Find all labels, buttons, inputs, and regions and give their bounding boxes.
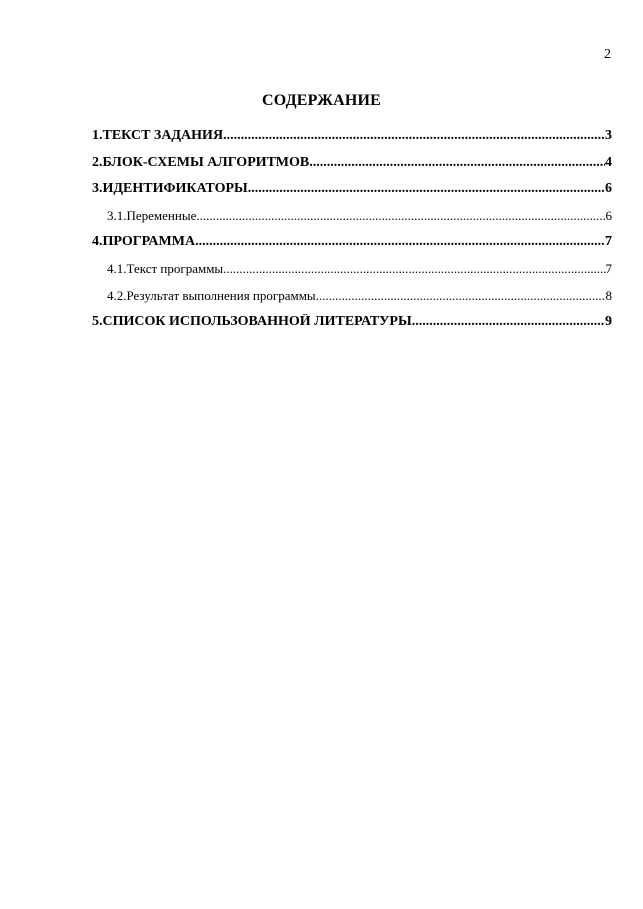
toc-entry-label: 4.1.Текст программы — [107, 260, 224, 276]
toc-entry-page: 7 — [605, 234, 612, 250]
toc-entry-page: 6 — [605, 207, 612, 223]
toc-entry-label: 3.1.Переменные — [107, 207, 197, 223]
toc-entry-program-result[interactable] — [92, 288, 612, 315]
toc-dot-leader — [223, 261, 605, 277]
toc-entry-page: 9 — [605, 314, 612, 330]
toc-entry-variables[interactable] — [92, 208, 612, 235]
toc-entry-program[interactable] — [92, 234, 612, 261]
toc-dot-leader — [248, 181, 605, 197]
toc-entry-label: 3.ИДЕНТИФИКАТОРЫ — [92, 181, 248, 197]
toc-entry-task-text[interactable] — [92, 128, 612, 155]
toc-dot-leader — [223, 128, 605, 144]
toc-entry-identifiers[interactable] — [92, 181, 612, 208]
toc-entry-references[interactable] — [92, 314, 612, 341]
toc-entry-page: 6 — [605, 181, 612, 197]
toc-entry-label: 2.БЛОК-СХЕМЫ АЛГОРИТМОВ — [92, 154, 310, 170]
toc-entry-page: 7 — [605, 260, 612, 276]
toc-entry-page: 4 — [605, 154, 612, 170]
toc-title: СОДЕРЖАНИЕ — [261, 92, 382, 109]
page-number: 2 — [604, 47, 611, 62]
toc-dot-leader — [316, 288, 606, 304]
toc-dot-leader — [196, 208, 605, 224]
toc-entry-label: 1.ТЕКСТ ЗАДАНИЯ — [92, 128, 224, 143]
toc-dot-leader — [309, 155, 605, 171]
toc-entry-program-text[interactable] — [92, 261, 612, 288]
toc-dot-leader — [195, 234, 605, 250]
toc-entry-label: 4.2.Результат выполнения программы — [107, 287, 316, 303]
toc-dot-leader — [412, 314, 605, 330]
toc-entry-page: 3 — [605, 128, 612, 143]
toc-entry-label: 4.ПРОГРАММА — [92, 234, 196, 250]
toc-entry-flowcharts[interactable] — [92, 155, 612, 182]
toc-entry-page: 8 — [605, 287, 612, 303]
table-of-contents — [92, 128, 612, 341]
toc-entry-label: 5.СПИСОК ИСПОЛЬЗОВАННОЙ ЛИТЕРАТУРЫ — [92, 314, 412, 330]
